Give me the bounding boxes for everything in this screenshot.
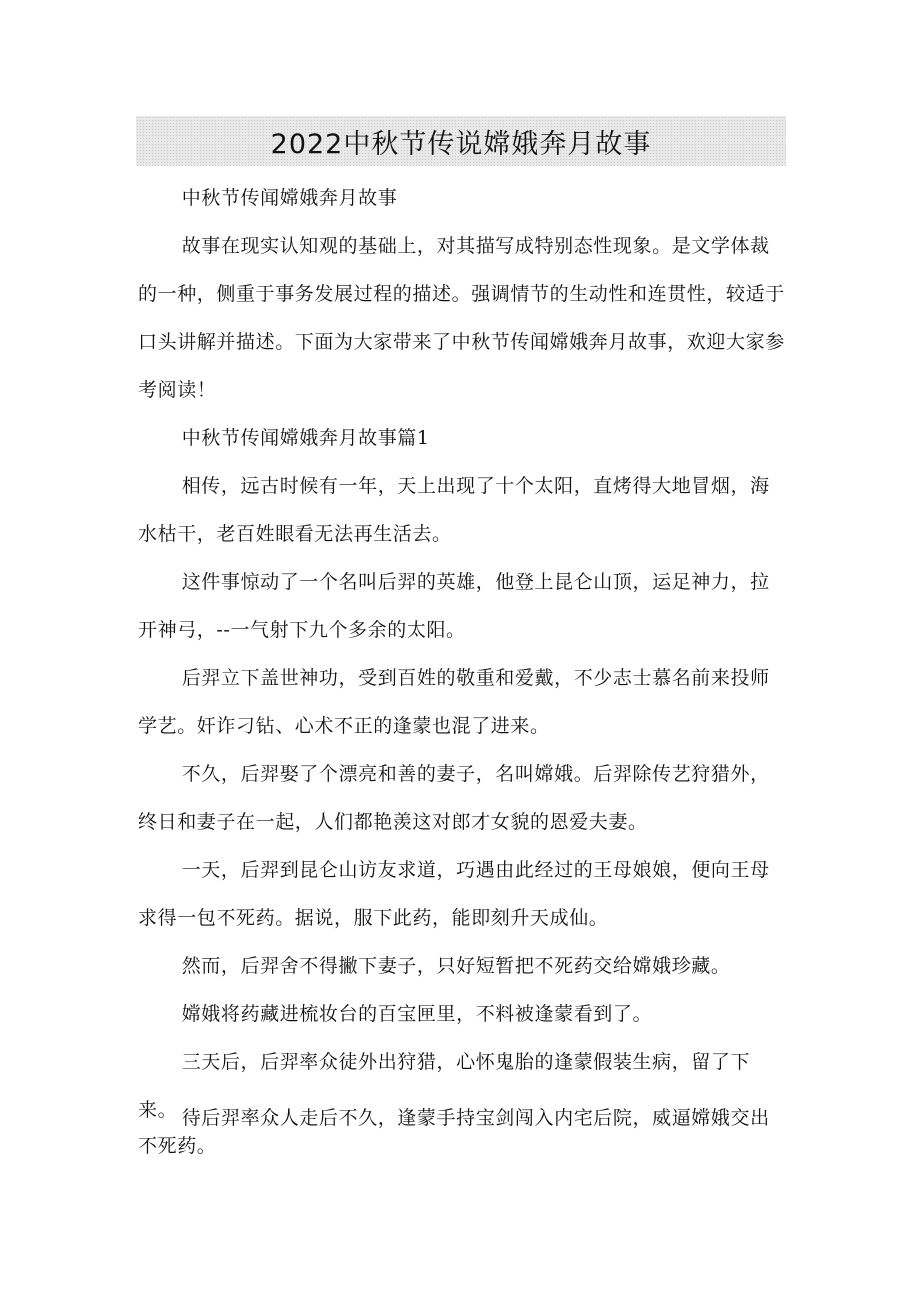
- paragraph-7: 嫦娥将药藏进梳妆台的百宝匣里，不料被逢蒙看到了。: [181, 1003, 653, 1025]
- section-heading: 中秋节传闻嫦娥奔月故事篇1: [181, 427, 430, 449]
- paragraph-2: 这件事惊动了一个名叫后羿的英雄，他登上昆仑山顶，运足神力，拉开神弓，--一气射下九个多余的太阳。: [138, 571, 770, 641]
- paragraph-8: 三天后，后羿率众徒外出狩猎，心怀鬼胎的逢蒙假装生病，留了下来。: [138, 1051, 751, 1121]
- paragraph-9: 待后羿率众人走后不久，逢蒙手持宝剑闯入内宅后院，威逼嫦娥交出不死药。: [138, 1107, 770, 1157]
- paragraph-5: 一天，后羿到昆仑山访友求道，巧遇由此经过的王母娘娘，便向王母求得一包不死药。据说，服下此药，能即刻升天成仙。: [138, 859, 770, 929]
- title-band: [136, 116, 786, 166]
- document-subtitle: 中秋节传闻嫦娥奔月故事: [181, 187, 398, 209]
- paragraph-4: 不久，后羿娶了个漂亮和善的妻子，名叫嫦娥。后羿除传艺狩猎外，终日和妻子在一起，人们都艳羡这对郎才女貌的恩爱夫妻。: [138, 763, 770, 833]
- paragraph-1: 相传，远古时候有一年，天上出现了十个太阳，直烤得大地冒烟，海水枯干，老百姓眼看无法再生活去。: [138, 475, 770, 545]
- intro-paragraph: 故事在现实认知观的基础上，对其描写成特别态性现象。是文学体裁的一种，侧重于事务发展过程的描述。强调情节的生动性和连贯性，较适于口头讲解并描述。下面为大家带来了中秋节传闻嫦娥奔月故事，欢迎大家参考阅读！: [138, 235, 785, 401]
- paragraph-6: 然而，后羿舍不得撇下妻子，只好短暂把不死药交给嫦娥珍藏。: [181, 955, 731, 977]
- document-title: 2022中秋节传说嫦娥奔月故事: [270, 128, 652, 160]
- paragraph-3: 后羿立下盖世神功，受到百姓的敬重和爱戴，不少志士慕名前来投师学艺。奸诈刁钻、心术不正的逢蒙也混了进来。: [138, 667, 770, 737]
